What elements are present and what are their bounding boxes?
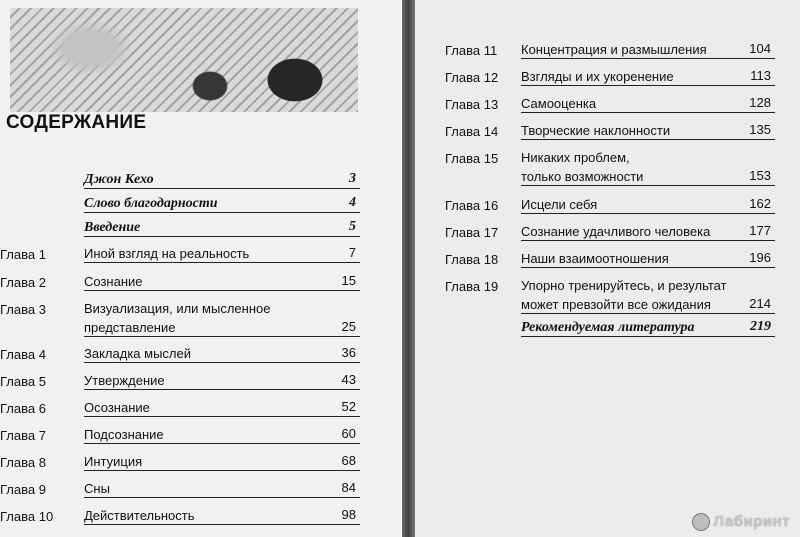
toc-entry-page: 36: [341, 345, 356, 360]
chapter-label: Глава 5: [0, 374, 46, 389]
toc-entry-title-line-2: только возможности: [521, 169, 644, 184]
chapter-label: Глава 10: [0, 509, 54, 524]
chapter-label: Глава 17: [445, 225, 499, 240]
toc-entry-title: Интуиция: [84, 454, 143, 469]
toc-entry-title: Творческие наклонности: [521, 123, 671, 138]
toc-entry-title-line-1: Визуализация, или мысленное: [84, 301, 271, 316]
watermark-text: Лабиринт: [713, 512, 790, 530]
chapter-label: Глава 14: [445, 124, 499, 139]
toc-entry-page: 43: [341, 372, 356, 387]
toc-entry-title: Иной взгляд на реальность: [84, 246, 250, 261]
toc-entry-title-line-1: Никаких проблем,: [521, 150, 630, 165]
chapter-label: Глава 19: [445, 279, 499, 294]
chapter-label: Глава 11: [445, 43, 498, 58]
toc-entry-page: 135: [749, 122, 771, 137]
chapter-label: Глава 9: [0, 482, 46, 497]
toc-entry-page: 5: [349, 219, 356, 234]
toc-entry-page: 113: [750, 68, 771, 83]
toc-entry-page: 4: [349, 195, 356, 210]
header-photo: [10, 8, 358, 112]
labirint-watermark: [692, 513, 790, 531]
right-page: [415, 0, 800, 537]
toc-entry-title-line-2: может превзойти все ожидания: [521, 297, 711, 312]
toc-entry-title: Действительность: [84, 508, 195, 523]
toc-entry-page: 214: [749, 296, 771, 311]
toc-entry-title: Утверждение: [84, 373, 165, 388]
chapter-label: Глава 16: [445, 198, 499, 213]
book-spine: [402, 0, 415, 537]
chapter-label: Глава 4: [0, 347, 46, 362]
chapter-label: Глава 3: [0, 302, 46, 317]
toc-entry-page: 98: [341, 507, 356, 522]
toc-entry-title: Осознание: [84, 400, 150, 415]
contents-title: СОДЕРЖАНИЕ: [6, 112, 147, 133]
toc-entry-page: 15: [341, 273, 356, 288]
toc-entry-title-line-2: представление: [84, 320, 176, 335]
toc-entry-page: 219: [750, 319, 771, 334]
toc-entry-page: 84: [341, 480, 356, 495]
toc-entry-title: Закладка мыслей: [84, 346, 191, 361]
toc-entry-page: 68: [341, 453, 356, 468]
toc-entry-title: Джон Кехо: [84, 172, 154, 187]
toc-entry-page: 162: [749, 196, 771, 211]
toc-entry-title-line-1: Упорно тренируйтесь, и результат: [521, 278, 727, 293]
toc-entry-page: 153: [749, 168, 771, 183]
labirint-logo-icon: [692, 513, 710, 531]
toc-entry-page: 196: [749, 250, 771, 265]
chapter-label: Глава 1: [0, 247, 46, 262]
toc-entry-page: 177: [749, 223, 771, 238]
toc-entry-page: 60: [341, 426, 356, 441]
toc-entry-title: Рекомендуемая литература: [521, 320, 695, 335]
chapter-label: Глава 15: [445, 151, 499, 166]
toc-entry-page: 25: [341, 319, 356, 334]
toc-entry-page: 128: [749, 95, 771, 110]
toc-entry-title: Введение: [84, 220, 141, 235]
toc-entry-title: Самооценка: [521, 96, 597, 111]
toc-entry-title: Концентрация и размышления: [521, 42, 707, 57]
chapter-label: Глава 2: [0, 275, 46, 290]
toc-entry-page: 7: [348, 245, 356, 260]
toc-entry-title: Подсознание: [84, 427, 164, 442]
toc-entry-title: Сознание удачливого человека: [521, 224, 711, 239]
toc-entry-page: 3: [349, 171, 356, 186]
toc-entry-page: 104: [749, 41, 771, 56]
chapter-label: Глава 8: [0, 455, 46, 470]
chapter-label: Глава 6: [0, 401, 46, 416]
chapter-label: Глава 13: [445, 97, 499, 112]
chapter-label: Глава 7: [0, 428, 46, 443]
toc-entry-title: Взгляды и их укоренение: [521, 69, 674, 84]
chapter-label: Глава 12: [445, 70, 499, 85]
toc-entry-title: Сознание: [84, 274, 143, 289]
toc-entry-title: Исцели себя: [521, 197, 598, 212]
toc-entry-title: Наши взаимоотношения: [521, 251, 669, 266]
toc-entry-page: 52: [341, 399, 356, 414]
toc-entry-title: Слово благодарности: [84, 196, 218, 211]
toc-entry-title: Сны: [84, 481, 110, 496]
chapter-label: Глава 18: [445, 252, 499, 267]
